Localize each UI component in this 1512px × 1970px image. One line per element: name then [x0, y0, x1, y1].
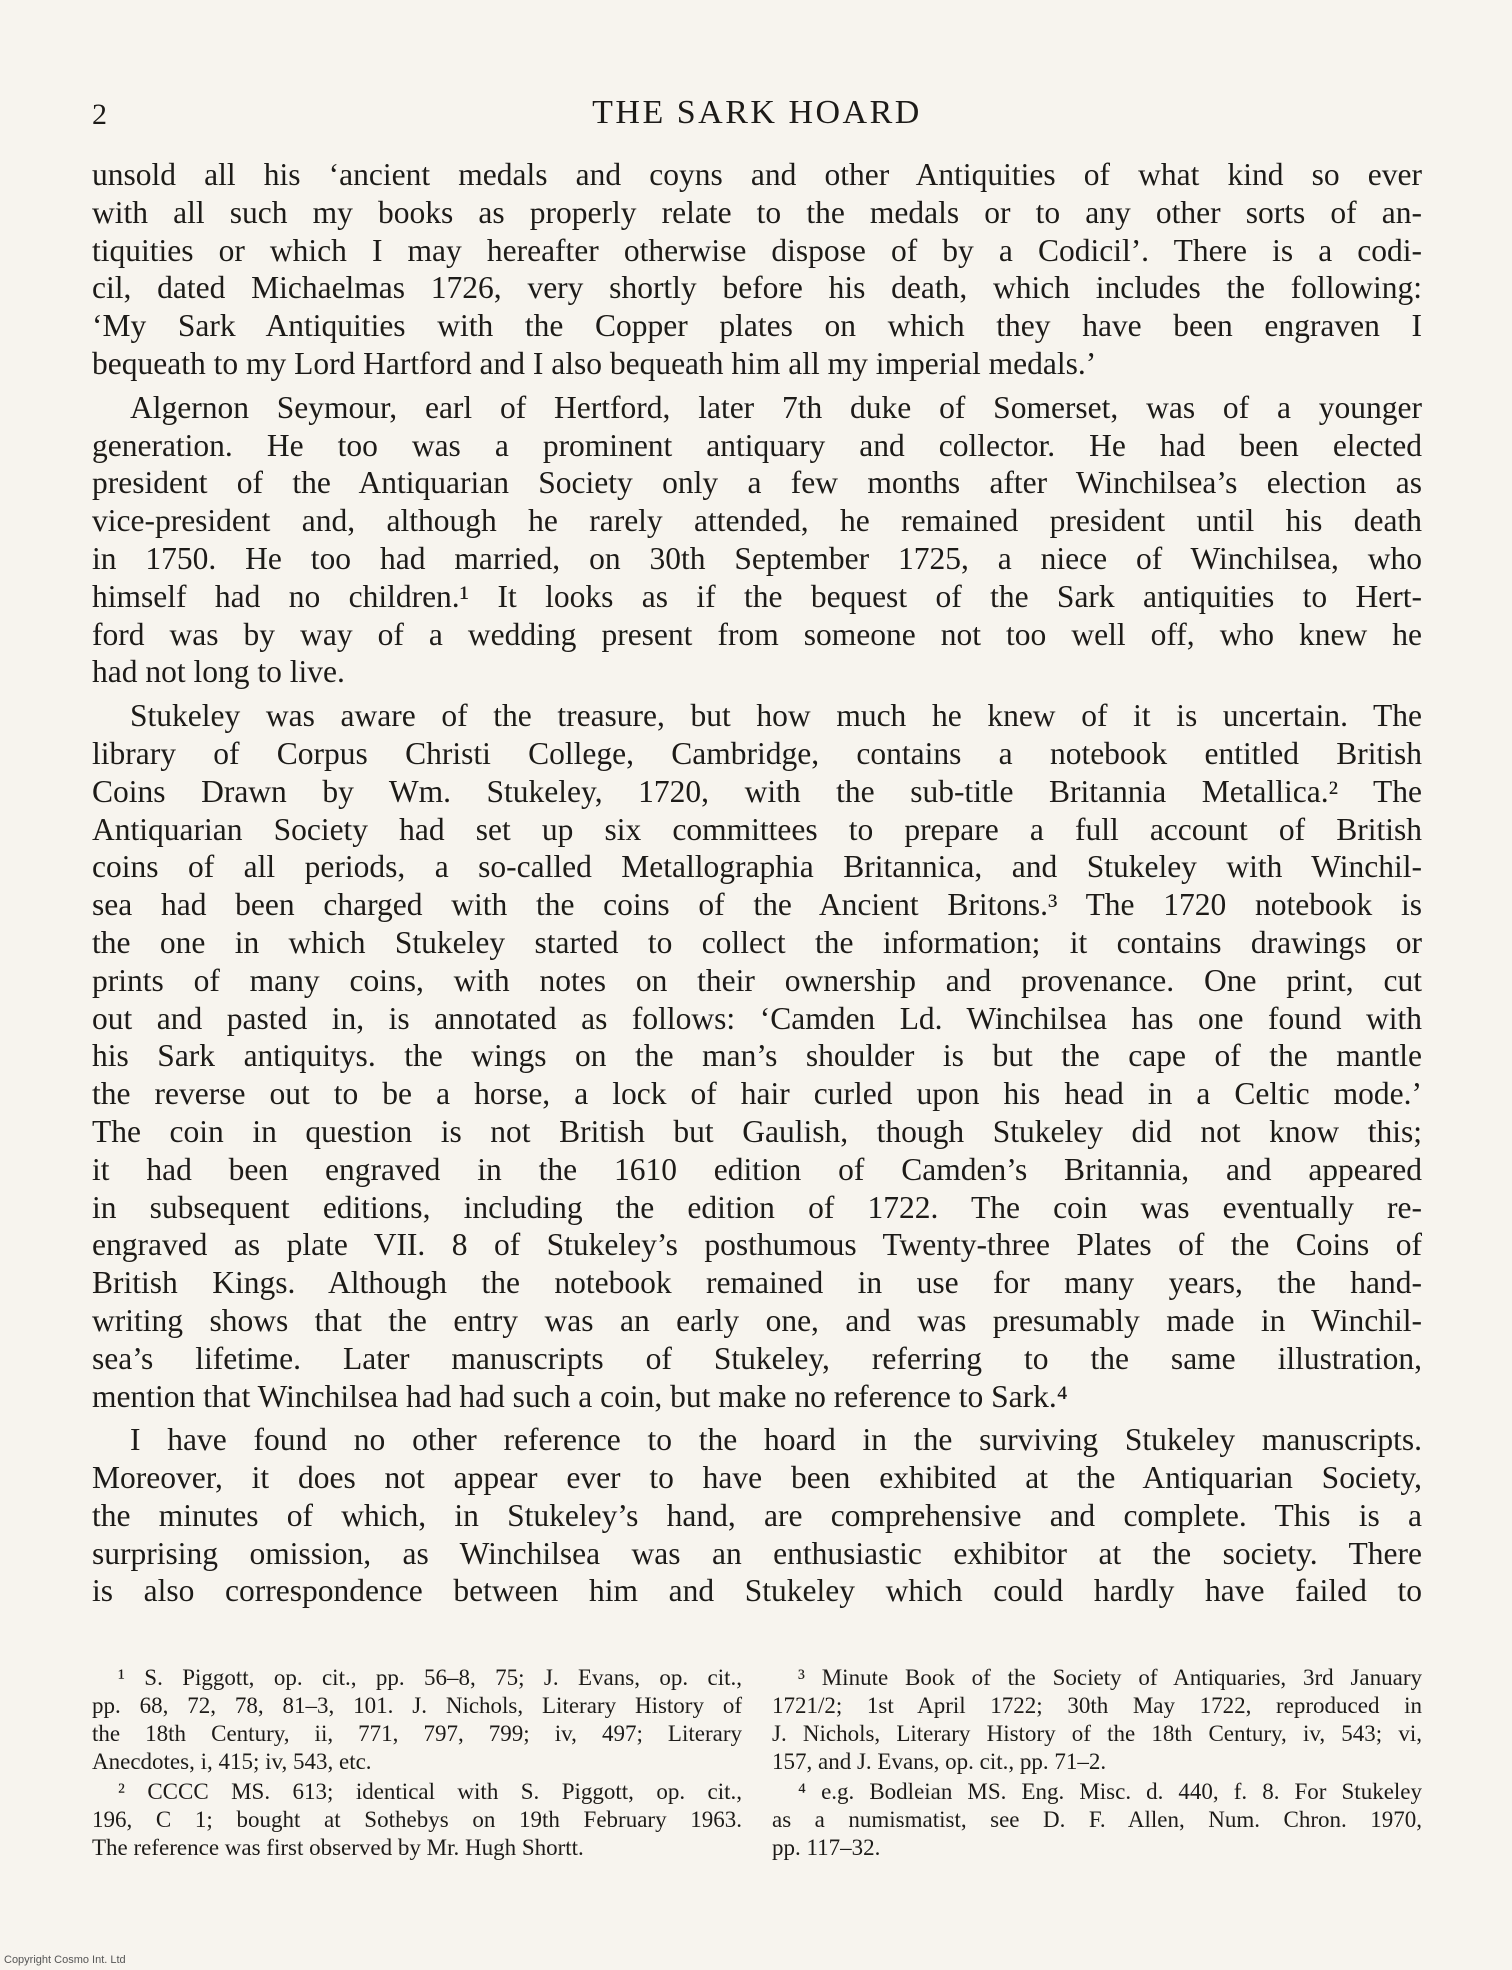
text-line: writing shows that the entry was an early one, and was presumably made in Winchil- [92, 1302, 1422, 1338]
text-line: in 1750. He too had married, on 30th September 1725, a niece of Winchilsea, who [92, 540, 1422, 576]
text-line: coins of all periods, a so-called Metallographia Britannica, and Stukeley with Winchil- [92, 849, 1422, 885]
text-line: with all such my books as properly relate to the medals or to any other sorts of an- [92, 194, 1422, 230]
footnotes-right-column [772, 1664, 1422, 1864]
paragraph-4 [92, 1421, 1422, 1610]
text-line: unsold all his ‘ancient medals and coyns and other Antiquities of what kind so ever [92, 157, 1422, 192]
text-line: Stukeley was aware of the treasure, but how much he knew of it is uncertain. The [130, 698, 1422, 734]
text-line: The coin in question is not British but Gaulish, though Stukeley did not know this; [92, 1113, 1422, 1149]
text-line: engraved as plate VII. 8 of Stukeley’s posthumous Twenty-three Plates of the Coins of [92, 1227, 1422, 1263]
text-line: had not long to live. [92, 654, 345, 690]
page-number: 2 [92, 98, 107, 131]
text-line: ford was by way of a wedding present from someone not too well off, who knew he [92, 616, 1422, 652]
text-line: president of the Antiquarian Society only a few months after Winchilsea’s election as [92, 465, 1422, 501]
text-line: cil, dated Michaelmas 1726, very shortly before his death, which includes the following: [92, 270, 1422, 306]
text-line: the minutes of which, in Stukeley’s hand, are comprehensive and complete. This is a [92, 1497, 1422, 1533]
footnote-line: 196, C 1; bought at Sothebys on 19th February 1963. [92, 1807, 742, 1832]
running-title: THE SARK HOARD [592, 94, 922, 131]
paragraph-3 [92, 697, 1422, 1415]
footnote-1 [92, 1664, 742, 1776]
page-header [92, 94, 1422, 138]
text-line: his Sark antiquitys. the wings on the man’s shoulder is but the cape of the mantle [92, 1038, 1422, 1074]
footnote-line: ¹ S. Piggott, op. cit., pp. 56–8, 75; J. Evans, op. cit., [118, 1665, 742, 1690]
text-line: it had been engraved in the 1610 edition of Camden’s Britannia, and appeared [92, 1151, 1422, 1187]
text-line: the one in which Stukeley started to collect the information; it contains drawings or [92, 924, 1422, 960]
text-line: out and pasted in, is annotated as follows: ‘Camden Ld. Winchilsea has one found with [92, 1000, 1422, 1036]
footnotes-left-column [92, 1664, 742, 1864]
text-line: Moreover, it does not appear ever to have been exhibited at the Antiquarian Society, [92, 1460, 1422, 1496]
text-line: bequeath to my Lord Hartford and I also bequeath him all my imperial medals.’ [92, 345, 1097, 381]
copyright-notice: Copyright Cosmo Int. Ltd [4, 1954, 126, 1966]
footnote-2 [92, 1778, 742, 1862]
text-line: mention that Winchilsea had had such a coin, but make no reference to Sark.⁴ [92, 1378, 1068, 1414]
text-line: surprising omission, as Winchilsea was an enthusiastic exhibitor at the society. There [92, 1535, 1422, 1571]
text-line: library of Corpus Christi College, Cambridge, contains a notebook entitled British [92, 735, 1422, 771]
footnote-line: as a numismatist, see D. F. Allen, Num. Chron. 1970, [772, 1807, 1422, 1832]
text-line: Algernon Seymour, earl of Hertford, later 7th duke of Somerset, was of a younger [130, 389, 1422, 425]
footnote-line: pp. 117–32. [772, 1835, 881, 1860]
text-line: is also correspondence between him and Stukeley which could hardly have failed to [92, 1573, 1422, 1609]
text-line: himself had no children.¹ It looks as if the bequest of the Sark antiquities to Hert- [92, 578, 1422, 614]
text-line: sea’s lifetime. Later manuscripts of Stukeley, referring to the same illustration, [92, 1340, 1422, 1376]
body-text [92, 156, 1422, 1610]
paragraph-1 [92, 156, 1422, 383]
text-line: Antiquarian Society had set up six committees to prepare a full account of British [92, 811, 1422, 847]
footnote-line: 1721/2; 1st April 1722; 30th May 1722, reproduced in [772, 1693, 1422, 1718]
footnote-line: 157, and J. Evans, op. cit., pp. 71–2. [772, 1749, 1107, 1774]
footnote-line: the 18th Century, ii, 771, 797, 799; iv, 497; Literary [92, 1721, 742, 1746]
text-line: Coins Drawn by Wm. Stukeley, 1720, with the sub-title Britannia Metallica.² The [92, 773, 1422, 809]
footnote-line: ⁴ e.g. Bodleian MS. Eng. Misc. d. 440, f. 8. For Stukeley [798, 1779, 1422, 1804]
text-line: tiquities or which I may hereafter otherwise dispose of by a Codicil’. There is a codi- [92, 232, 1422, 268]
footnote-line: Anecdotes, i, 415; iv, 543, etc. [92, 1749, 372, 1774]
text-line: sea had been charged with the coins of the Ancient Britons.³ The 1720 notebook is [92, 887, 1422, 923]
text-line: prints of many coins, with notes on their ownership and provenance. One print, cut [92, 962, 1422, 998]
footnote-4 [772, 1778, 1422, 1862]
footnote-line: pp. 68, 72, 78, 81–3, 101. J. Nichols, Literary History of [92, 1693, 742, 1718]
paragraph-2 [92, 389, 1422, 691]
footnote-line: ³ Minute Book of the Society of Antiquaries, 3rd January [798, 1665, 1422, 1690]
footnote-line: ² CCCC MS. 613; identical with S. Piggott, op. cit., [118, 1779, 742, 1804]
text-line: vice-president and, although he rarely attended, he remained president until his death [92, 503, 1422, 539]
text-line: generation. He too was a prominent antiquary and collector. He had been elected [92, 427, 1422, 463]
text-line: British Kings. Although the notebook remained in use for many years, the hand- [92, 1265, 1422, 1301]
footnote-line: J. Nichols, Literary History of the 18th Century, iv, 543; vi, [772, 1721, 1422, 1746]
text-line: in subsequent editions, including the edition of 1722. The coin was eventually re- [92, 1189, 1422, 1225]
footnote-3 [772, 1664, 1422, 1776]
text-line: ‘My Sark Antiquities with the Copper plates on which they have been engraven I [92, 308, 1422, 344]
text-line: the reverse out to be a horse, a lock of hair curled upon his head in a Celtic mode.’ [92, 1076, 1422, 1112]
footnote-line: The reference was first observed by Mr. Hugh Shortt. [92, 1835, 584, 1860]
text-line: I have found no other reference to the hoard in the surviving Stukeley manuscripts. [130, 1422, 1422, 1458]
